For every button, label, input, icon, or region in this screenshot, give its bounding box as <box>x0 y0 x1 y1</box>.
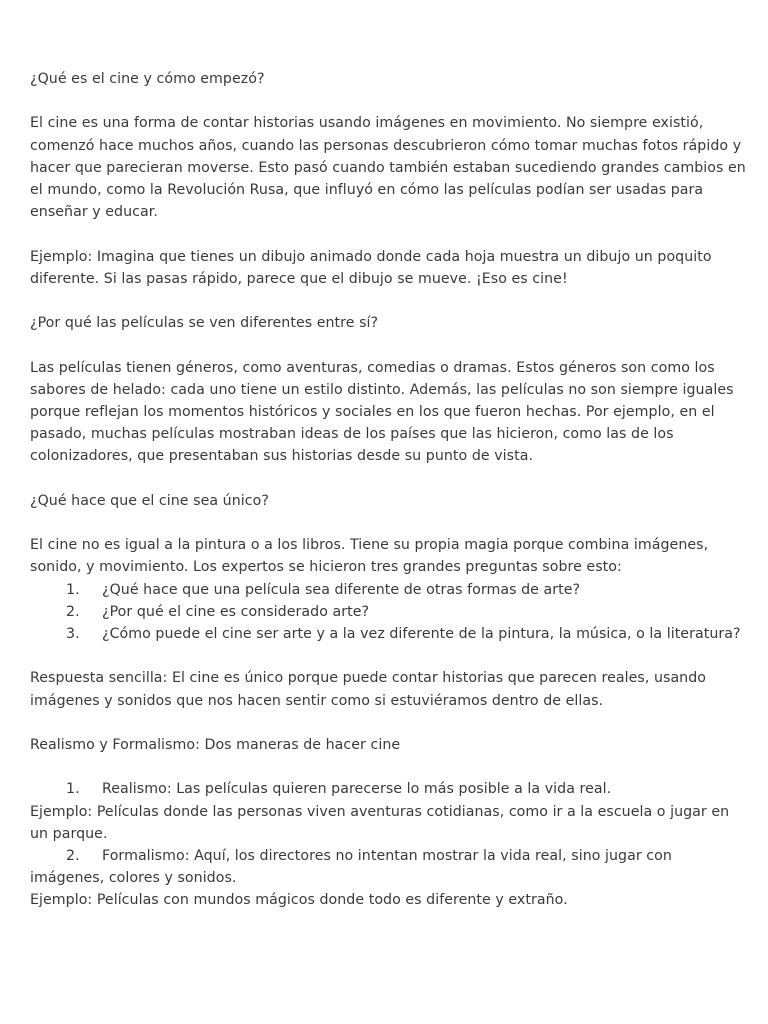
spacer <box>30 290 746 312</box>
list-item <box>30 579 746 601</box>
list-item-text: Realismo: Las películas quieren parecerse lo más posible a la vida real. <box>102 781 612 798</box>
section-heading-realism-formalism: Realismo y Formalismo: Dos maneras de hacer cine <box>30 736 401 753</box>
list-number: 1. <box>66 581 80 598</box>
section-heading-what-is-cinema: ¿Qué es el cine y cómo empezó? <box>30 71 265 87</box>
paragraph-simple-answer: Respuesta sencilla: El cine es único porque puede contar historias que parecen reales, usando imágenes y sonidos que nos hacen sentir como si estuviéramos dentro de ellas. <box>30 670 707 709</box>
spacer <box>30 712 746 734</box>
paragraph-example-formalism: Ejemplo: Películas con mundos mágicos donde todo es diferente y extraño. <box>30 892 568 909</box>
section-heading-why-different: ¿Por qué las películas se ven diferentes entre sí? <box>30 315 379 332</box>
paragraph-cinema-not-painting: El cine no es igual a la pintura o a los libros. Tiene su propia magia porque combina imágenes, sonido, y movimiento. Los expertos se hicieron tres grandes preguntas sobre esto: <box>30 537 709 576</box>
list-item-text: ¿Cómo puede el cine ser arte y a la vez diferente de la pintura, la música, o la literatura? <box>102 625 741 642</box>
list-item <box>30 845 746 889</box>
spacer <box>30 468 746 490</box>
paragraph-example-realism: Ejemplo: Películas donde las personas viven aventuras cotidianas, como ir a la escuela o jugar en un parque. <box>30 803 730 842</box>
document-body <box>30 68 746 912</box>
list-number: 2. <box>66 847 80 864</box>
paragraph-example-animation: Ejemplo: Imagina que tienes un dibujo animado donde cada hoja muestra un dibujo un poquito diferente. Si las pasas rápido, parece que el dibujo se mueve. ¡Eso es cine! <box>30 248 712 287</box>
section-heading-what-makes-unique: ¿Qué hace que el cine sea único? <box>30 492 269 509</box>
spacer <box>30 756 746 778</box>
spacer <box>30 223 746 245</box>
list-item <box>30 601 746 623</box>
spacer <box>30 334 746 356</box>
list-number: 2. <box>66 603 80 620</box>
list-number: 1. <box>66 781 80 798</box>
list-item-text: ¿Qué hace que una película sea diferente de otras formas de arte? <box>102 581 581 598</box>
paragraph-cinema-origin: El cine es una forma de contar historias usando imágenes en movimiento. No siempre existió, comenzó hace muchos años, cuando las personas descubrieron cómo tomar muchas fotos rápido y hacer que parecieran moverse. Esto pasó cuando también estaban sucediendo grandes cambios en el mundo, como la Revolución Rusa, que influyó en cómo las películas podían ser usadas para enseñar y educar. <box>30 115 746 221</box>
paragraph-genres: Las películas tienen géneros, como aventuras, comedias o dramas. Estos géneros son como los sabores de helado: cada uno tiene un estilo distinto. Además, las películas no son siempre iguales porque reflejan los momentos históricos y sociales en los que fueron hechas. Por ejemplo, en el pasado, muchas películas mostraban ideas de los países que las hicieron, como las de los colonizadores, que presentaban sus historias desde su punto de vista. <box>30 359 734 465</box>
list-item <box>30 778 746 800</box>
list-item-text: Formalismo: Aquí, los directores no intentan mostrar la vida real, sino jugar con imágenes, colores y sonidos. <box>30 847 672 887</box>
spacer <box>30 90 746 112</box>
list-item-text: ¿Por qué el cine es considerado arte? <box>102 603 370 620</box>
spacer <box>30 645 746 667</box>
spacer <box>30 512 746 534</box>
list-number: 3. <box>66 625 80 642</box>
list-item <box>30 623 746 645</box>
